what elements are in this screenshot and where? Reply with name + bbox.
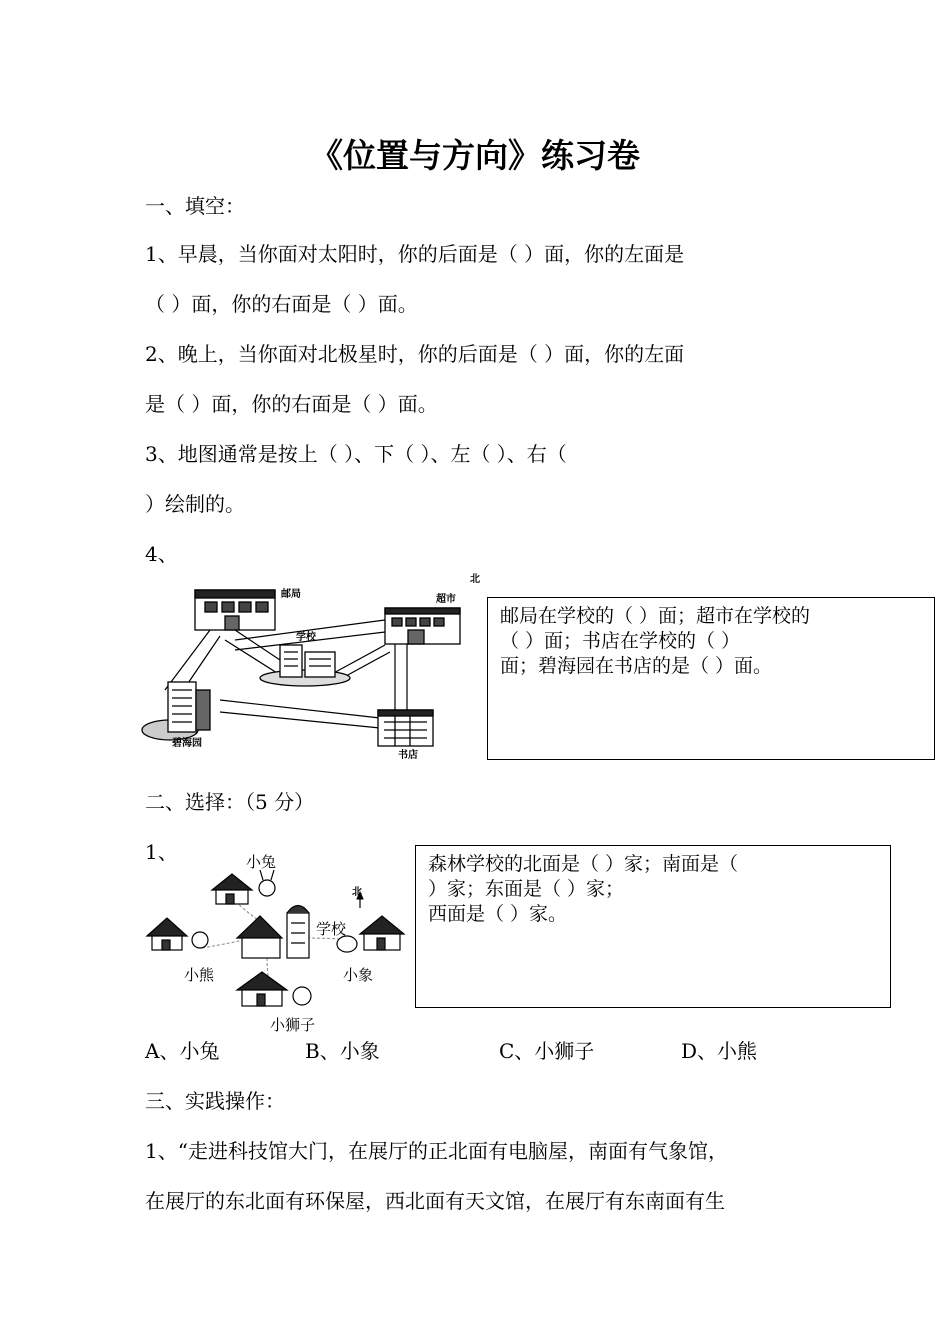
section2-box-line2: ）家；东面是（ ）家； [428, 878, 625, 900]
section2-answer-box [415, 845, 891, 1008]
question4-box-line2: （ ）面；书店在学校的（ ） [500, 630, 741, 652]
question4-box-line1: 邮局在学校的（ ）面；超市在学校的 [500, 605, 811, 627]
map-label-north-2: 北 [352, 887, 362, 898]
map-label-bookstore: 书店 [398, 750, 418, 761]
school-building [260, 645, 350, 686]
question4-box-line3: 面；碧海园在书店的是（ ）面。 [500, 655, 773, 677]
map-label-bear: 小熊 [184, 966, 215, 984]
section2-box-line3: 西面是（ ）家。 [428, 903, 568, 925]
forest-map-drawing [142, 868, 412, 1018]
map-label-school: 学校 [296, 632, 316, 643]
page-title: 《位置与方向》练习卷 [310, 136, 640, 175]
forest-school-building [237, 906, 309, 959]
question2-line2: 是（ ）面，你的右面是（ ）面。 [145, 392, 438, 416]
option-a[interactable]: A、小兔 [145, 1039, 220, 1063]
map-label-bihaiyuan: 碧海园 [172, 738, 202, 749]
map-label-post-office: 邮局 [281, 589, 301, 600]
bear-house [147, 918, 208, 950]
section1-heading: 一、填空： [145, 194, 245, 218]
section2-heading: 二、选择：（5 分） [145, 790, 315, 814]
question4-answer-box [487, 597, 935, 760]
map-label-lion: 小狮子 [270, 1016, 316, 1034]
map-label-supermarket: 超市 [436, 594, 456, 605]
section2-box-line1: 森林学校的北面是（ ）家；南面是（ [428, 853, 739, 875]
map-label-north: 北 [470, 574, 480, 585]
option-b[interactable]: B、小象 [305, 1039, 380, 1063]
section3-heading: 三、实践操作： [145, 1089, 285, 1113]
question2-line1: 2、晚上，当你面对北极星时，你的后面是（ ）面，你的左面 [145, 342, 685, 366]
question3-line2: ）绘制的。 [145, 492, 245, 516]
rabbit-house [212, 870, 275, 904]
section3-question1-line1: 1、“走进科技馆大门，在展厅的正北面有电脑屋，南面有气象馆， [145, 1139, 728, 1163]
question4-label: 4、 [145, 542, 178, 566]
map-label-elephant: 小象 [343, 966, 374, 984]
map-label-forest-school: 学校 [316, 920, 347, 938]
post-office-building [195, 590, 275, 630]
option-c[interactable]: C、小狮子 [499, 1039, 595, 1063]
bihaiyuan-building [142, 682, 210, 740]
section2-question1-label: 1、 [145, 840, 178, 864]
supermarket-building [385, 608, 460, 644]
lion-house [237, 972, 311, 1006]
town-map-drawing [140, 570, 470, 760]
question1-line2: （ ）面，你的右面是（ ）面。 [145, 292, 418, 316]
map-label-rabbit: 小兔 [246, 853, 277, 871]
elephant-house [337, 916, 404, 952]
section3-question1-line2: 在展厅的东北面有环保屋，西北面有天文馆，在展厅有东南面有生 [145, 1189, 725, 1213]
option-d[interactable]: D、小熊 [681, 1039, 758, 1063]
bookstore-building [378, 710, 433, 746]
question1-line1: 1、早晨，当你面对太阳时，你的后面是（ ）面，你的左面是 [145, 242, 685, 266]
question3-line1: 3、地图通常是按上（ ）、下（ ）、左（ ）、右（ [145, 442, 567, 466]
